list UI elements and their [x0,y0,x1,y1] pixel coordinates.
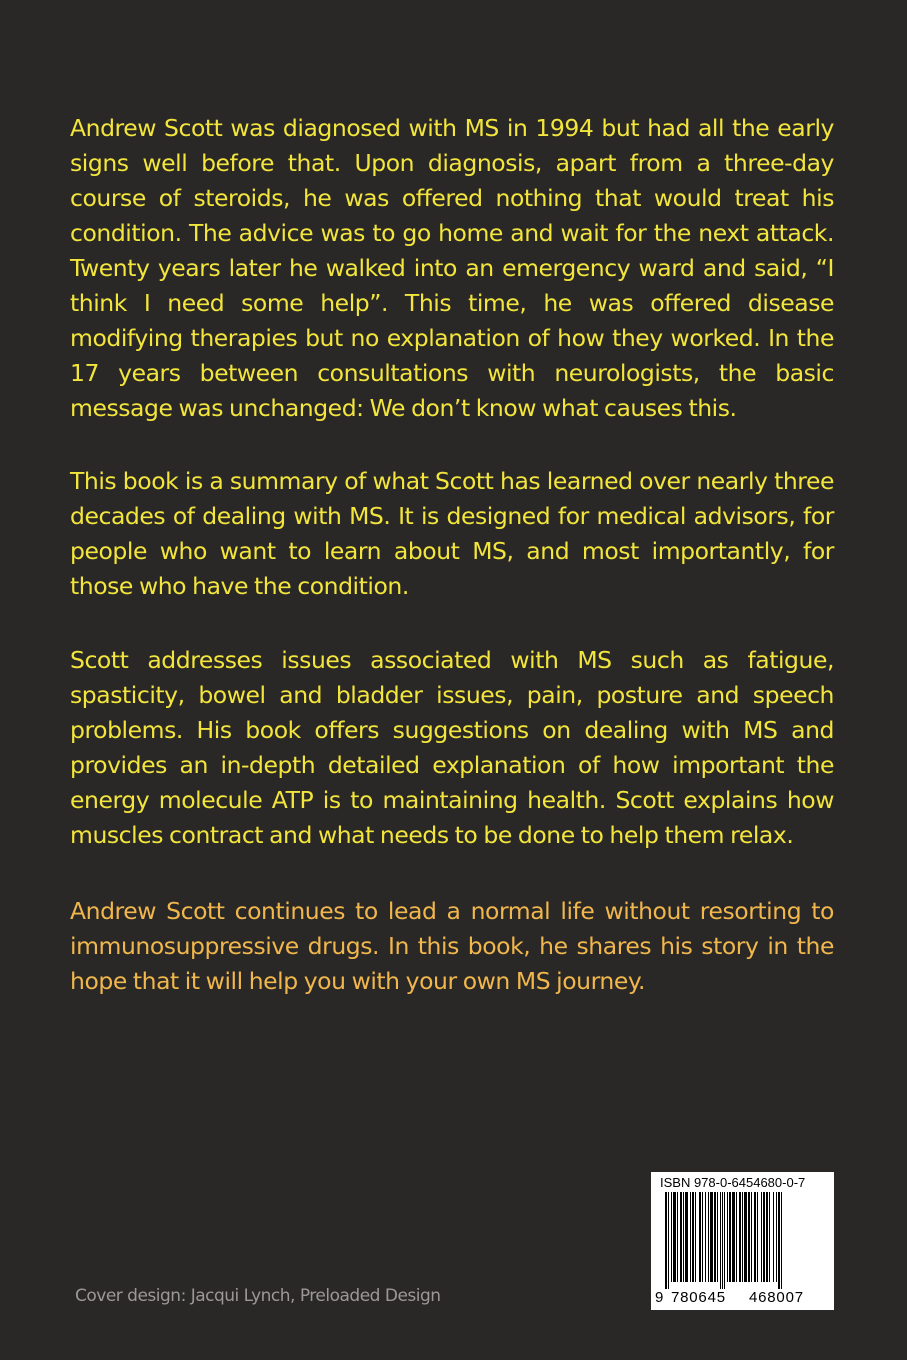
cover-design-credit: Cover design: Jacqui Lynch, Preloaded Design [75,1286,441,1306]
barcode-bar [751,1192,752,1282]
blurb-paragraph-2: This book is a summary of what Scott has learned over nearly three decades of dealing with MS. It is designed for medical advisors, for people who want to learn about MS, and most importantly, for those who have the condition. [70,467,834,600]
barcode-bar [761,1192,762,1282]
barcode-bar [673,1192,676,1282]
barcode-bar [722,1192,723,1289]
barcode-bar [757,1192,758,1282]
barcode-bar [705,1192,706,1282]
blurb-paragraph-3: Scott addresses issues associated with MS such as fatigue, spasticity, bowel and bladder issues, pain, posture and speech problems. His book offers suggestions on dealing with MS and provides an in-depth detailed explanation of how important the energy molecule ATP is to maintaining health. Scott explains how muscles contract and what needs to be done to help them relax. [70,646,834,849]
barcode-digits-left: 780645 [671,1289,726,1306]
barcode-bar [702,1192,703,1282]
barcode-bar [739,1192,741,1282]
barcode-bar [769,1192,770,1282]
barcode-bar [754,1192,756,1282]
barcode-bar [717,1192,718,1282]
barcode-bar [708,1192,709,1282]
barcode-bar [680,1192,682,1282]
barcode-bar [748,1192,750,1282]
barcode-bar [699,1192,701,1282]
barcode-bar [683,1192,684,1282]
barcode-bar [727,1192,728,1282]
barcode-bar [695,1192,696,1282]
barcode-bars [657,1192,829,1289]
barcode-bar [677,1192,678,1282]
barcode-digits-right: 468007 [749,1289,804,1306]
barcode-bar [744,1192,747,1282]
barcode-digits [655,1288,830,1308]
barcode-lead-digit: 9 [655,1289,664,1306]
barcode-bar [729,1192,731,1282]
barcode-bar [671,1192,672,1282]
blurb-paragraph-closing: Andrew Scott continues to lead a normal life without resorting to immunosuppressive drugs. In this book, he shares his story in the hope that it will help you with your own MS journey. [70,897,834,995]
barcode-bar [692,1192,694,1282]
barcode-bar [766,1192,768,1282]
barcode-bar [763,1192,765,1282]
barcode-bar [685,1192,688,1282]
isbn-barcode [651,1172,834,1310]
barcode-bar [720,1192,721,1289]
blurb-paragraph-1: Andrew Scott was diagnosed with MS in 1994 but had all the early signs well before that. Upon diagnosis, apart from a three-day course of steroids, he was offered nothing that would treat his condition. The advice was to go home and wait for the next attack. Twenty years later he walked into an emergency ward and said, “I think I need some help”. This time, he was offered disease modifying therapies but no explanation of how they worked. In the 17 years between consultations with neurologists, the basic message was unchanged: We don’t know what causes this. [70,114,834,422]
barcode-bar [732,1192,735,1282]
barcode-bar [668,1192,669,1289]
barcode-bar [781,1192,782,1289]
barcode-bar [736,1192,737,1282]
barcode-bar [773,1192,774,1282]
barcode-bar [665,1192,667,1289]
barcode-bar [778,1192,780,1289]
barcode-bar [710,1192,713,1282]
barcode-bar [742,1192,743,1282]
barcode-bar [690,1192,691,1282]
barcode-bar [724,1192,725,1289]
barcode-bar [776,1192,777,1282]
isbn-label: ISBN 978-0-6454680-0-7 [660,1175,806,1190]
barcode-bar [714,1192,716,1282]
